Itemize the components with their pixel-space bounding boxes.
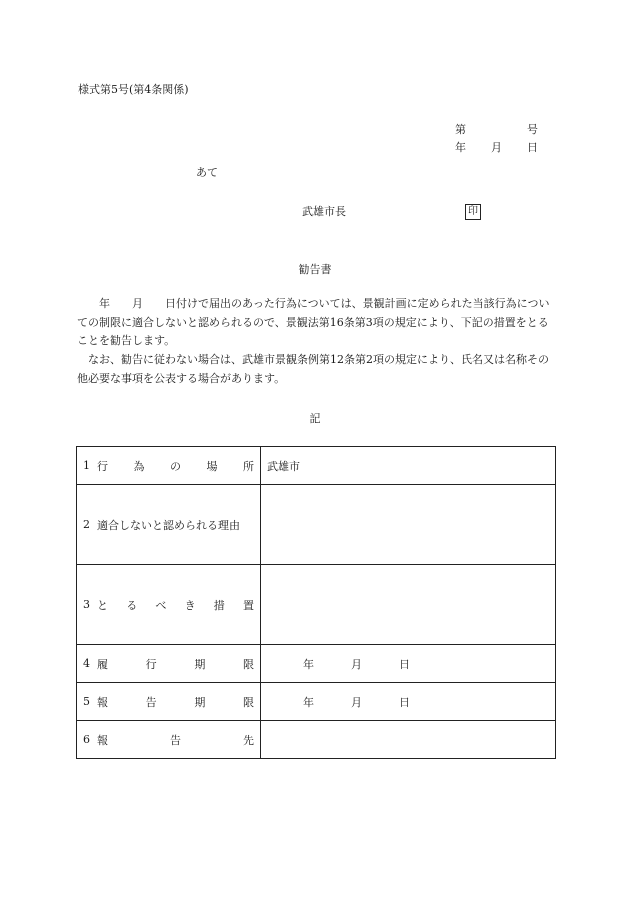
label-char: 置: [242, 598, 254, 612]
label-char: 期: [194, 657, 206, 671]
row-label: [77, 721, 261, 759]
date-year: 年: [455, 141, 466, 154]
label-char: べ: [155, 598, 167, 612]
label-char: 行: [145, 657, 157, 671]
row-label-text: [97, 597, 254, 613]
label-char: と: [97, 598, 108, 612]
date-month: 月: [351, 657, 362, 671]
label-char: 為: [133, 459, 145, 473]
row-label-text: [97, 656, 254, 672]
row-value: [261, 565, 556, 645]
form-number: 様式第5号(第4条関係): [78, 83, 189, 96]
row-number: 1: [83, 459, 90, 472]
label-char: 限: [242, 695, 254, 709]
label-char: 告: [145, 695, 157, 709]
row-value: [261, 645, 556, 683]
addressee: あて: [196, 166, 218, 179]
date-month: 月: [351, 695, 362, 709]
label-char: 先: [243, 733, 254, 747]
body-paragraph-1: 年 月 日付けで届出のあった行為については、景観計画に定められた当該行為についての制限に適合しないと認められるので、景観法第16条第3項の規定により、下記の措置をとることを勧告します。: [77, 297, 550, 348]
label-char: 措: [213, 598, 225, 612]
table-row: [77, 645, 556, 683]
date-month: 月: [491, 141, 502, 154]
row-label: [77, 683, 261, 721]
date-day: 日: [399, 695, 410, 709]
row-number: 5: [83, 695, 90, 708]
date-year: 年: [303, 657, 314, 671]
seal-stamp: 印: [465, 204, 481, 220]
issuer-name: 武雄市長: [302, 205, 346, 218]
row-label: [77, 565, 261, 645]
row-label-text: [97, 458, 254, 474]
label-char: 告: [170, 733, 181, 747]
row-label-text: [97, 732, 254, 748]
document-title: 勧告書: [298, 263, 332, 276]
label-char: 報: [97, 695, 108, 709]
items-table: [76, 446, 556, 759]
row-number: 6: [83, 733, 90, 746]
row-value: [261, 721, 556, 759]
label-char: る: [126, 598, 138, 612]
doc-number-dai: 第: [455, 123, 466, 136]
body-paragraph-2: なお、勧告に従わない場合は、武雄市景観条例第12条第2項の規定により、氏名又は名称その他必要な事項を公表する場合があります。: [77, 353, 549, 385]
row-number: 4: [83, 657, 90, 670]
label-char: 報: [97, 733, 108, 747]
row-number: 2: [83, 518, 90, 531]
table-row: [77, 565, 556, 645]
table-row: [77, 721, 556, 759]
row-label-text: 適合しないと認められる理由: [97, 518, 240, 532]
label-char: 所: [243, 459, 254, 473]
row-value: [261, 683, 556, 721]
body-text: [77, 295, 556, 389]
ki-heading: 記: [309, 412, 321, 425]
label-char: 限: [242, 657, 254, 671]
table-row: [77, 485, 556, 565]
table-row: [77, 683, 556, 721]
label-char: き: [184, 598, 196, 612]
row-date: [267, 694, 555, 710]
label-char: 行: [97, 459, 108, 473]
label-char: の: [170, 459, 181, 473]
label-char: 履: [97, 657, 108, 671]
doc-number-go: 号: [527, 123, 538, 136]
table-row: [77, 447, 556, 485]
row-value: 武雄市: [261, 447, 556, 485]
label-char: 場: [206, 459, 218, 473]
row-date: [267, 656, 555, 672]
row-label: [77, 645, 261, 683]
row-label: [77, 485, 261, 565]
row-value: [261, 485, 556, 565]
row-number: 3: [83, 598, 90, 611]
date-day: 日: [527, 141, 538, 154]
date-day: 日: [399, 657, 410, 671]
row-label-text: [97, 694, 254, 710]
date-year: 年: [303, 695, 314, 709]
row-label: [77, 447, 261, 485]
label-char: 期: [194, 695, 206, 709]
